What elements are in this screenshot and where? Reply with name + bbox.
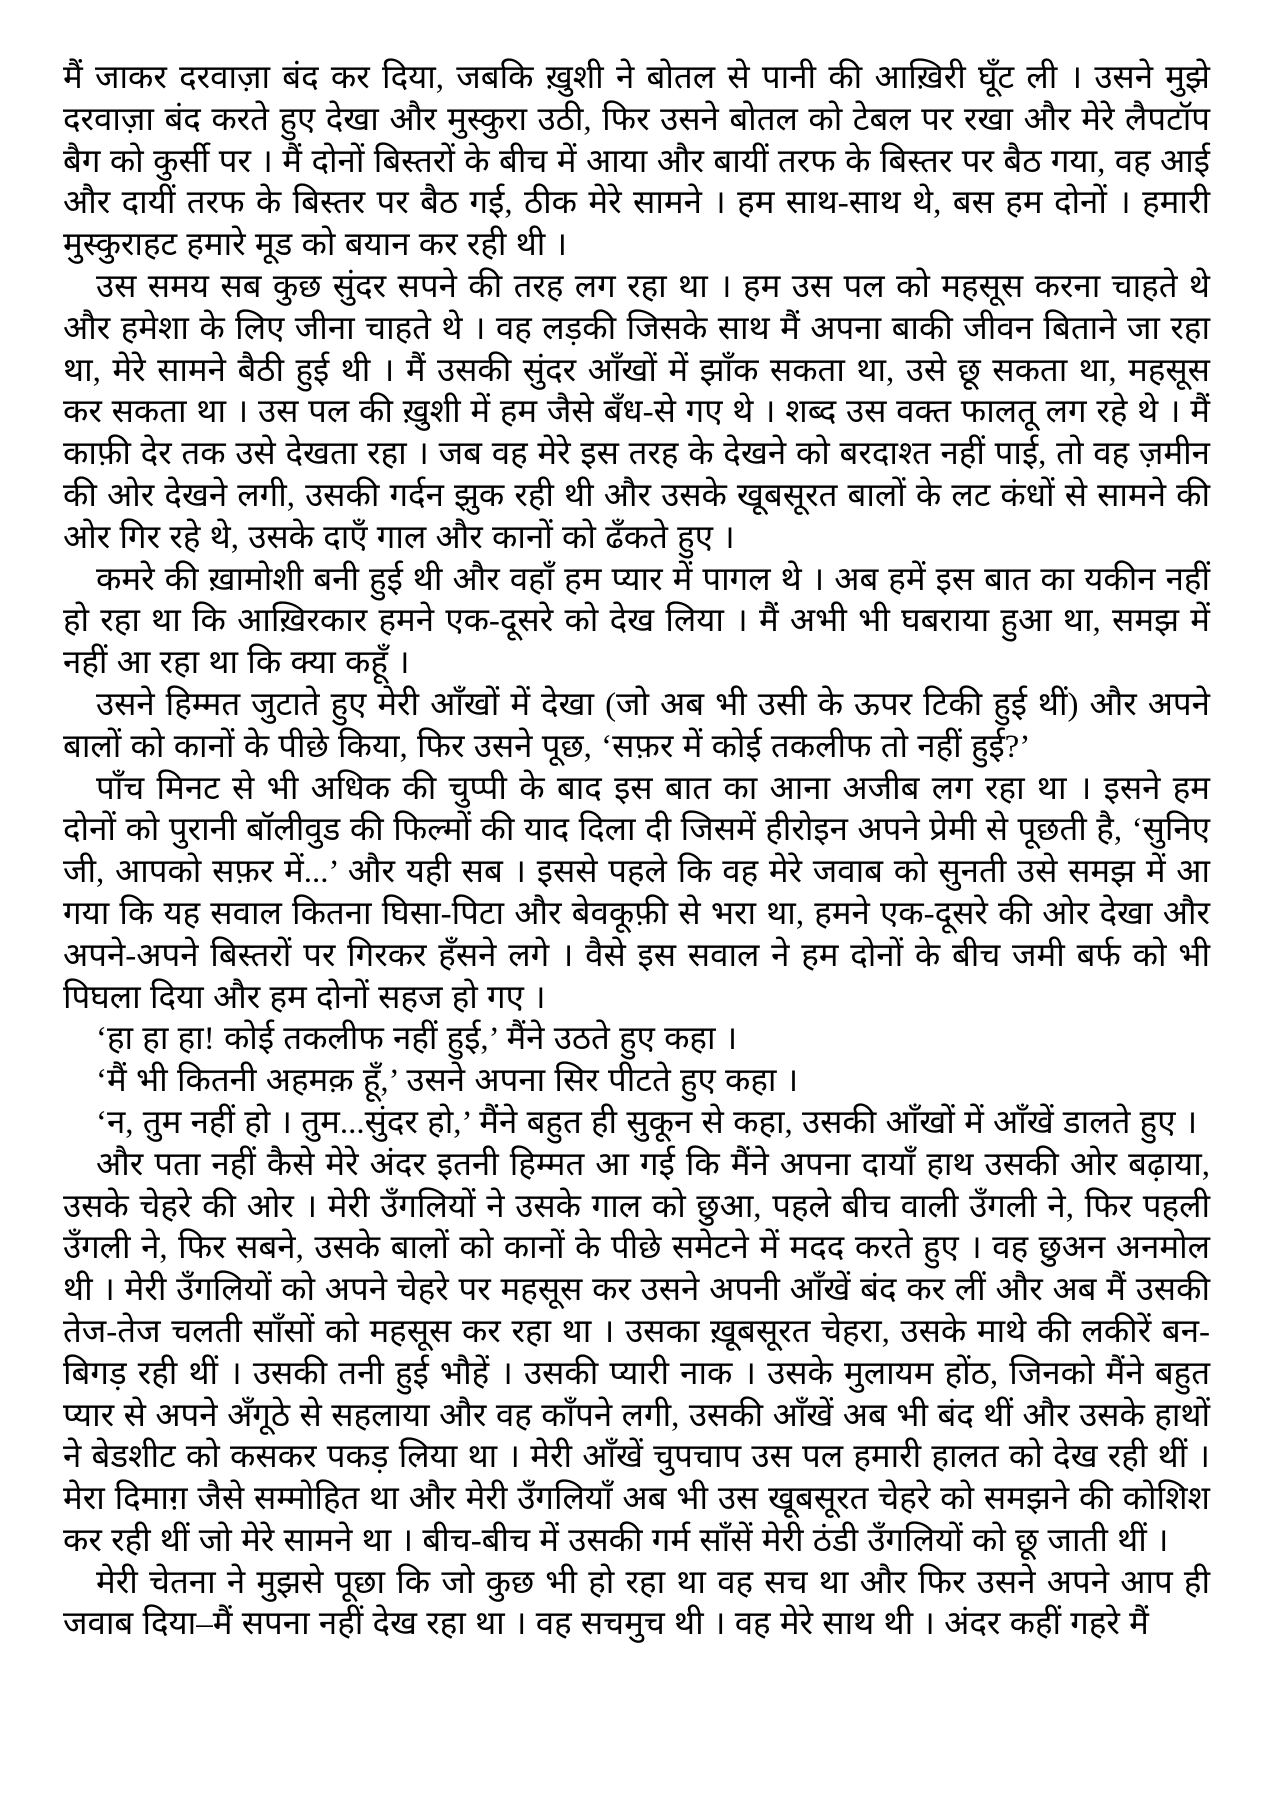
- paragraph-dialogue: ‘हा हा हा! कोई तकलीफ नहीं हुई,’ मैंने उठते हुए कहा ।: [96, 1021, 738, 1058]
- paragraph: मैं जाकर दरवाज़ा बंद कर दिया, जबकि ख़ुशी ने बोतल से पानी की आख़िरी घूँट ली । उसने मुझे दरवाज़ा बंद करते हुए देखा और मुस्कुरा उठी, फिर उसने बोतल को टेबल पर रखा और मेरे लैपटॉप बैग को कुर्सी पर । मैं दोनों बिस्तरों के बीच में आया और बायीं तरफ के बिस्तर पर बैठ गया, वह आई और दायीं तरफ के बिस्तर पर बैठ गई, ठीक मेरे सामने । हम साथ-साथ थे, बस हम दोनों । हमारी मुस्कुराहट हमारे मूड को बयान कर रही थी ।: [63, 60, 1210, 264]
- paragraph-dialogue: ‘न, तुम नहीं हो । तुम...सुंदर हो,’ मैंने बहुत ही सुकून से कहा, उसकी आँखों में आँखें डालते हुए ।: [96, 1104, 1198, 1141]
- paragraph-dialogue: ‘मैं भी कितनी अहमक़ हूँ,’ उसने अपना सिर पीटते हुए कहा ।: [96, 1063, 799, 1100]
- paragraph: उसने हिम्मत जुटाते हुए मेरी आँखों में देखा (जो अब भी उसी के ऊपर टिकी हुई थीं) और अपने बालों को कानों के पीछे किया, फिर उसने पूछ, ‘सफ़र में कोई तकलीफ तो नहीं हुई?’: [63, 686, 1210, 765]
- paragraph: पाँच मिनट से भी अधिक की चुप्पी के बाद इस बात का आना अजीब लग रहा था । इसने हम दोनों को पुरानी बॉलीवुड की फिल्मों की याद दिला दी जिसमें हीरोइन अपने प्रेमी से पूछती है, ‘सुनिए जी, आपको सफ़र में...’ और यही सब । इससे पहले कि वह मेरे जवाब को सुनती उसे समझ में आ गया कि यह सवाल कितना घिसा-पिटा और बेवकूफ़ी से भरा था, हमने एक-दूसरे की ओर देखा और अपने-अपने बिस्तरों पर गिरकर हँसने लगे । वैसे इस सवाल ने हम दोनों के बीच जमी बर्फ को भी पिघला दिया और हम दोनों सहज हो गए ।: [63, 770, 1210, 1016]
- paragraph: कमरे की ख़ामोशी बनी हुई थी और वहाँ हम प्यार में पागल थे । अब हमें इस बात का यकीन नहीं हो रहा था कि आख़िरकार हमने एक-दूसरे को देख लिया । मैं अभी भी घबराया हुआ था, समझ में नहीं आ रहा था कि क्या कहूँ ।: [63, 561, 1210, 682]
- paragraph: मेरी चेतना ने मुझसे पूछा कि जो कुछ भी हो रहा था वह सच था और फिर उसने अपने आप ही जवाब दिया–मैं सपना नहीं देख रहा था । वह सचमुच थी । वह मेरे साथ थी । अंदर कहीं गहरे मैं: [63, 1564, 1210, 1643]
- paragraph: और पता नहीं कैसे मेरे अंदर इतनी हिम्मत आ गई कि मैंने अपना दायाँ हाथ उसकी ओर बढ़ाया, उसके चेहरे की ओर । मेरी उँगलियों ने उसके गाल को छुआ, पहले बीच वाली उँगली ने, फिर पहली उँगली ने, फिर सबने, उसके बालों को कानों के पीछे समेटने में मदद करते हुए । वह छुअन अनमोल थी । मेरी उँगलियों को अपने चेहरे पर महसूस कर उसने अपनी आँखें बंद कर लीं और अब मैं उसकी तेज-तेज चलती साँसों को महसूस कर रहा था । उसका ख़ूबसूरत चेहरा, उसके माथे की लकीरें बन-बिगड़ रही थीं । उसकी तनी हुई भौहें । उसकी प्यारी नाक । उसके मुलायम होंठ, जिनको मैंने बहुत प्यार से अपने अँगूठे से सहलाया और वह काँपने लगी, उसकी आँखें अब भी बंद थीं और उसके हाथों ने बेडशीट को कसकर पकड़ लिया था । मेरी आँखें चुपचाप उस पल हमारी हालत को देख रही थीं । मेरा दिमाग़ जैसे सम्मोहित था और मेरी उँगलियाँ अब भी उस खूबसूरत चेहरे को समझने की कोशिश कर रही थीं जो मेरे सामने था । बीच-बीच में उसकी गर्म साँसें मेरी ठंडी उँगलियों को छू जाती थीं ।: [63, 1146, 1210, 1559]
- paragraph: उस समय सब कुछ सुंदर सपने की तरह लग रहा था । हम उस पल को महसूस करना चाहते थे और हमेशा के लिए जीना चाहते थे । वह लड़की जिसके साथ मैं अपना बाकी जीवन बिताने जा रहा था, मेरे सामने बैठी हुई थी । मैं उसकी सुंदर आँखों में झाँक सकता था, उसे छू सकता था, महसूस कर सकता था । उस पल की ख़ुशी में हम जैसे बँध-से गए थे । शब्द उस वक्त फालतू लग रहे थे । मैं काफ़ी देर तक उसे देखता रहा । जब वह मेरे इस तरह के देखने को बरदाश्त नहीं पाई, तो वह ज़मीन की ओर देखने लगी, उसकी गर्दन झुक रही थी और उसके खूबसूरत बालों के लट कंधों से सामने की ओर गिर रहे थे, उसके दाएँ गाल और कानों को ढँकते हुए ।: [63, 268, 1210, 556]
